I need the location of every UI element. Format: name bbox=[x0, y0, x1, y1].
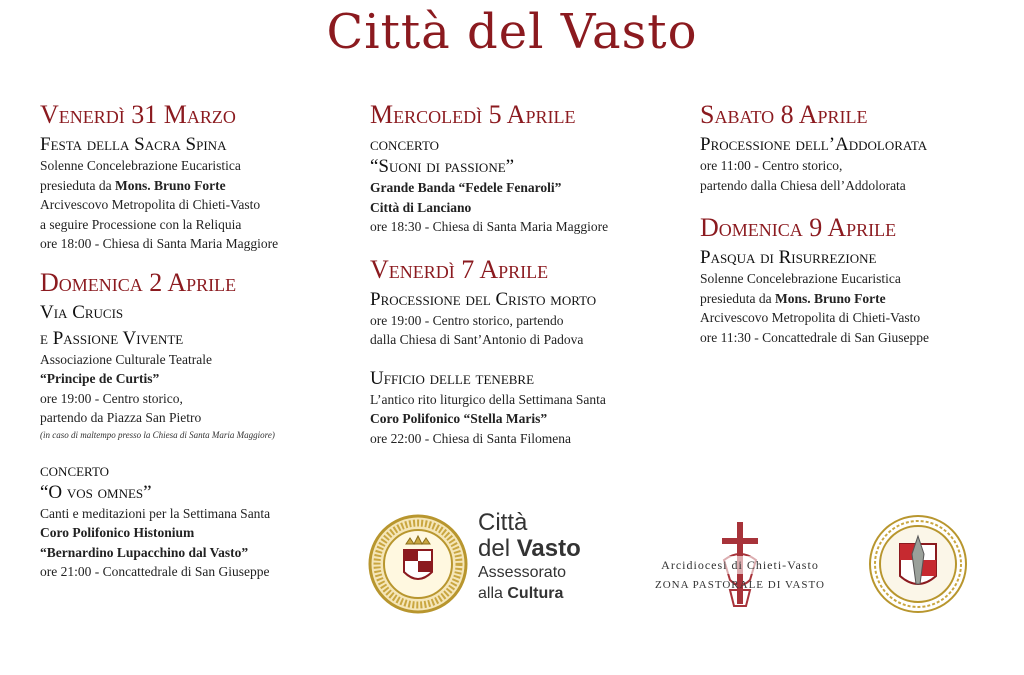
event-7-aprile bbox=[370, 255, 680, 350]
event-line: Solenne Concelebrazione Eucaristica bbox=[40, 158, 241, 173]
event-title: Via Crucis bbox=[40, 301, 124, 323]
event-line: Arcivescovo Metropolita di Chieti-Vasto bbox=[40, 197, 261, 212]
zona-pastorale: ZONA PASTORALE DI VASTO bbox=[654, 579, 825, 591]
event-line: Coro Polifonico “Stella Maris” bbox=[370, 411, 548, 426]
event-date: Domenica 2 Aprile bbox=[40, 267, 237, 297]
event-line: “Principe de Curtis” bbox=[40, 371, 160, 386]
confraternite-seal-logo bbox=[868, 514, 968, 618]
city-seal-logo bbox=[368, 514, 468, 618]
event-line: Canti e meditazioni per la Settimana Santa bbox=[40, 505, 271, 521]
event-title: concerto bbox=[370, 134, 440, 155]
event-line: Grande Banda “Fedele Fenaroli” bbox=[370, 180, 562, 195]
event-line: Associazione Culturale Teatrale bbox=[40, 351, 212, 367]
event-line: partendo da Piazza San Pietro bbox=[40, 410, 202, 425]
event-date: Venerdì 31 Marzo bbox=[40, 100, 236, 129]
logo-line: Assessorato bbox=[478, 564, 567, 581]
event-title: e Passione Vivente bbox=[40, 327, 184, 349]
arcidiocesi-name: Arcidiocesi di Chieti-Vasto bbox=[640, 556, 840, 574]
event-line: ore 19:00 - Centro storico, partendo bbox=[370, 312, 564, 328]
column-1 bbox=[40, 100, 340, 596]
event-line: ore 19:00 - Centro storico, bbox=[40, 390, 183, 406]
page-title: Città del Vasto bbox=[326, 4, 698, 60]
event-line: Solenne Concelebrazione Eucaristica bbox=[700, 271, 901, 286]
event-line: “Bernardino Lupacchino dal Vasto” bbox=[40, 544, 249, 560]
event-line: L’antico rito liturgico della Settimana Santa bbox=[370, 391, 606, 407]
citta-del-vasto-logo bbox=[478, 510, 581, 604]
event-line: ore 18:00 - Chiesa di Santa Maria Maggiore bbox=[40, 236, 279, 251]
event-line: ore 18:30 - Chiesa di Santa Maria Maggiore bbox=[370, 219, 609, 234]
event-date: Domenica 9 Aprile bbox=[700, 213, 897, 242]
event-title: Pasqua di Risurrezione bbox=[700, 247, 877, 268]
event-date: Sabato 8 Aprile bbox=[700, 100, 868, 129]
event-5-aprile bbox=[370, 100, 680, 237]
event-line: dalla Chiesa di Sant’Antonio di Padova bbox=[370, 332, 584, 347]
event-concerto-o-vos bbox=[40, 460, 340, 582]
event-date: Mercoledì 5 Aprile bbox=[370, 100, 576, 129]
event-line: presieduta da Mons. Bruno Forte bbox=[40, 177, 226, 193]
event-line: ore 11:30 - Concattedrale di San Giuseppe bbox=[700, 329, 929, 345]
event-line: Arcivescovo Metropolita di Chieti-Vasto bbox=[700, 310, 921, 325]
logo-line: Città bbox=[478, 509, 528, 536]
event-title: Ufficio delle tenebre bbox=[370, 367, 535, 389]
event-title: concerto bbox=[40, 459, 110, 481]
column-2 bbox=[370, 100, 680, 462]
logo-line: del Vasto bbox=[478, 535, 581, 562]
event-title: Processione dell’Addolorata bbox=[700, 134, 928, 155]
event-line: ore 21:00 - Concattedrale di San Giuseppe bbox=[40, 564, 270, 579]
event-title: Festa della Sacra Spina bbox=[40, 134, 227, 155]
event-line: a seguire Processione con la Reliquia bbox=[40, 216, 242, 232]
city-seal-icon bbox=[368, 514, 468, 614]
event-line: Città di Lanciano bbox=[370, 199, 472, 215]
event-line: Coro Polifonico Histonium bbox=[40, 525, 195, 540]
event-note: (in caso di maltempo presso la Chiesa di Santa Maria Maggiore) bbox=[40, 429, 275, 440]
event-8-aprile bbox=[700, 100, 1010, 195]
confraternite-seal-icon bbox=[868, 514, 968, 614]
event-line: presieduta da Mons. Bruno Forte bbox=[700, 290, 886, 306]
event-9-aprile bbox=[700, 213, 1010, 347]
event-title: “Suoni di passione” bbox=[370, 156, 515, 177]
event-2-aprile bbox=[40, 268, 340, 442]
event-line: partendo dalla Chiesa dell’Addolorata bbox=[700, 177, 906, 193]
event-line: ore 11:00 - Centro storico, bbox=[700, 158, 843, 173]
event-line: ore 22:00 - Chiesa di Santa Filomena bbox=[370, 430, 571, 446]
column-3 bbox=[700, 100, 1010, 361]
event-title: “O vos omnes” bbox=[40, 481, 152, 503]
event-title: Processione del Cristo morto bbox=[370, 288, 597, 310]
event-date: Venerdì 7 Aprile bbox=[370, 254, 549, 284]
event-ufficio-tenebre bbox=[370, 368, 680, 449]
event-31-marzo bbox=[40, 100, 340, 254]
logo-line: alla Cultura bbox=[478, 585, 564, 602]
